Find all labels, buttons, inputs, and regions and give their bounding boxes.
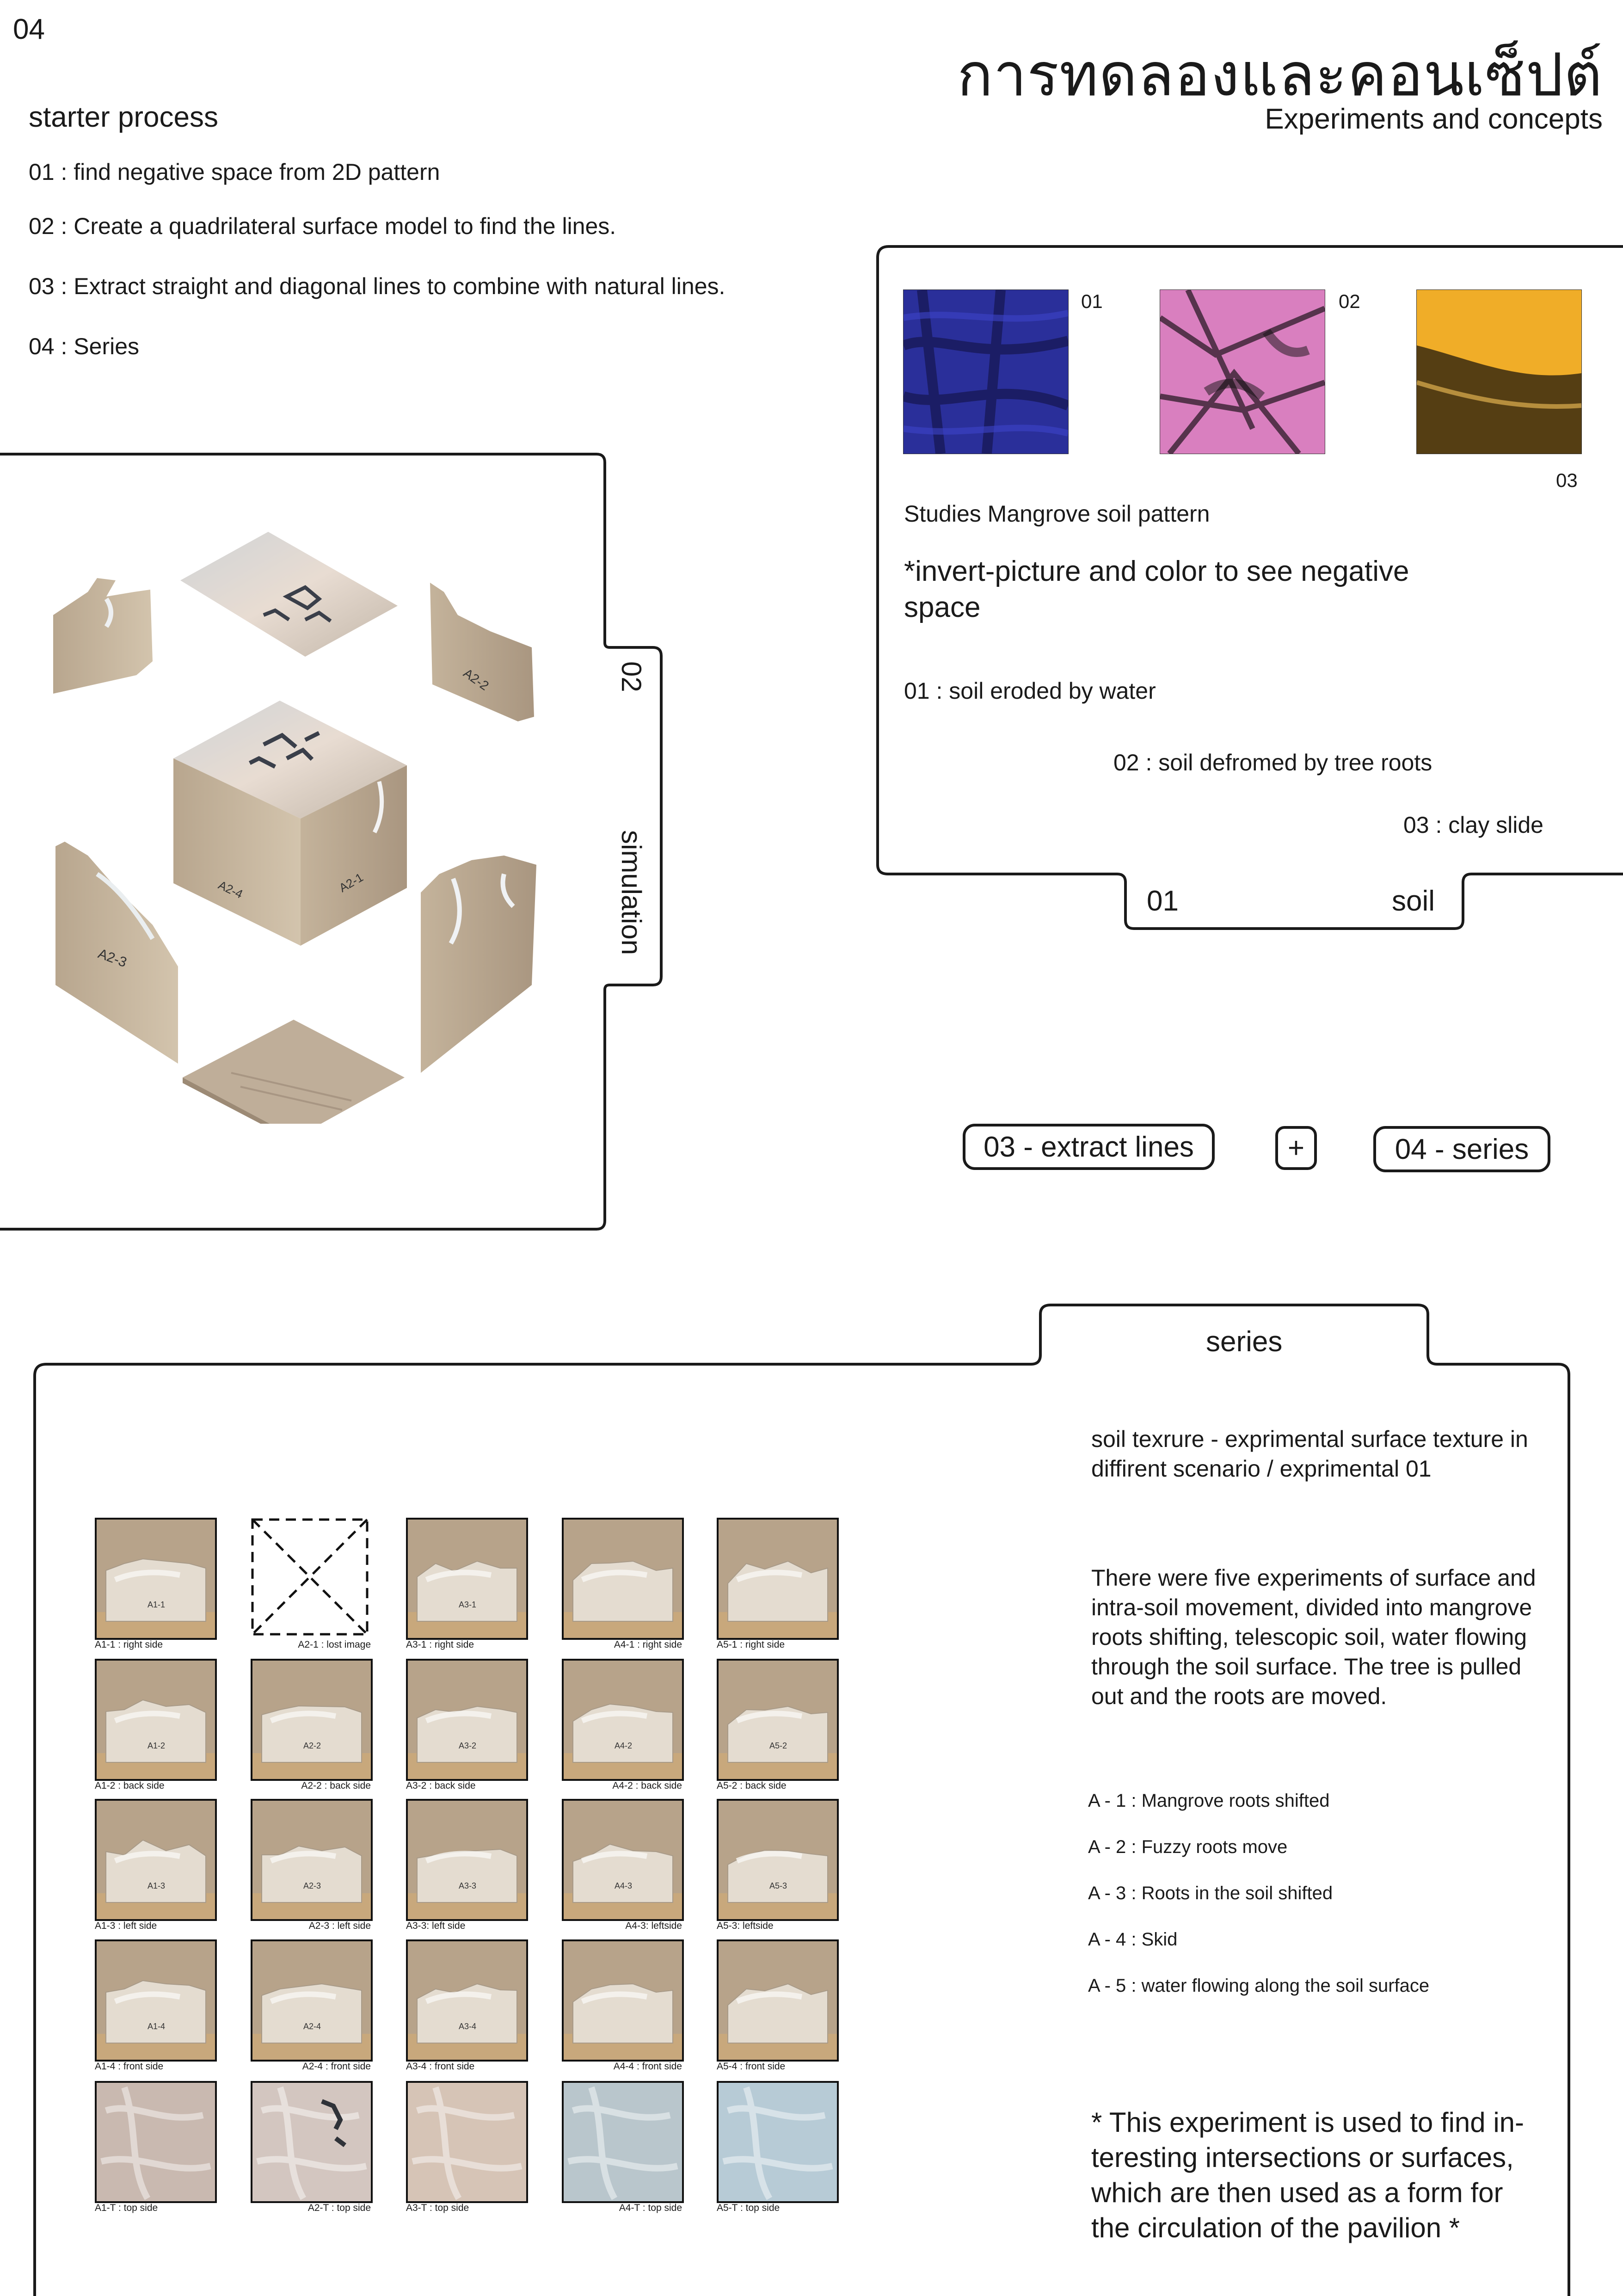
clay-block-label: A3-3 [459, 1881, 477, 1890]
page-title-thai: การทดลองและคอนเซ็ปต์ [957, 41, 1603, 110]
cube-label: A2-4 [216, 878, 245, 901]
experiment-caption: A5-1 : right side [717, 1639, 785, 1650]
step-04: 04 : Series [29, 333, 140, 359]
experiment-photo [562, 1659, 684, 1781]
clay-block-label: A1-1 [148, 1600, 166, 1609]
experiment-photo [562, 1939, 684, 2062]
clay-block-label: A3-2 [459, 1741, 477, 1750]
experiment-caption: A3-3: left side [406, 1921, 466, 1931]
experiment-photo [562, 2081, 684, 2203]
cube-left-lower-piece [55, 842, 178, 1064]
clay-block-label: A1-4 [148, 2022, 166, 2031]
experiment-photo [717, 1799, 839, 1921]
cube-center [173, 701, 407, 946]
soil-pattern-02-number: 02 [1339, 290, 1360, 312]
experiment-caption: A3-2 : back side [406, 1780, 476, 1791]
series-desc-line: There were five experiments of surface and [1091, 1565, 1536, 1591]
series-subtitle [1091, 1424, 1528, 1483]
series-desc-line: through the soil surface. The tree is pulled [1091, 1654, 1522, 1680]
soil-item-01: 01 : soil eroded by water [904, 678, 1156, 704]
experiment-caption: A1-1 : right side [95, 1639, 163, 1650]
clay-block-label: A2-3 [303, 1881, 321, 1890]
experiment-caption: A1-3 : left side [95, 1921, 157, 1931]
experiment-photo [95, 2081, 217, 2203]
experiment-caption: A2-1 : lost image [298, 1639, 371, 1650]
series-desc-line: roots shifting, telescopic soil, water flowing [1091, 1624, 1527, 1650]
experiment-caption: A1-2 : back side [95, 1780, 165, 1791]
cube-label: A2-1 [337, 870, 366, 895]
plus-pill: + [1275, 1126, 1317, 1170]
experiment-list-item: A - 1 : Mangrove roots shifted [1088, 1791, 1330, 1811]
experiment-photo [406, 2081, 528, 2203]
cube-right-lower-piece [421, 856, 536, 1073]
experiment-photo [562, 1518, 684, 1640]
experiment-photo [406, 1939, 528, 2062]
experiment-photo [95, 1659, 217, 1781]
clay-block-label: A5-3 [769, 1881, 787, 1890]
experiment-photo [406, 1518, 528, 1640]
experiment-caption: A4-4 : front side [613, 2061, 682, 2072]
lost-image-placeholder [251, 1518, 369, 1636]
experiment-list-item: A - 4 : Skid [1088, 1929, 1178, 1950]
clay-block-label: A4-2 [615, 1741, 633, 1750]
experiment-photo [717, 1939, 839, 2062]
experiment-caption: A5-T : top side [717, 2203, 780, 2213]
series-desc-line: out and the roots are moved. [1091, 1683, 1387, 1709]
series-pill: 04 - series [1373, 1126, 1550, 1172]
experiment-caption: A4-3: leftside [625, 1921, 682, 1931]
step-02: 02 : Create a quadrilateral surface model to find the lines. [29, 213, 616, 239]
experiment-photo [95, 1939, 217, 2062]
experiment-list-item: A - 5 : water flowing along the soil surface [1088, 1976, 1430, 1996]
experiment-caption: A3-T : top side [406, 2203, 469, 2213]
soil-pattern-03-number: 03 [1556, 469, 1578, 491]
soil-pattern-02-image [1160, 289, 1325, 454]
experiment-caption: A5-4 : front side [717, 2061, 786, 2072]
series-subtitle-line1: soil texrure - exprimental surface texture in [1091, 1426, 1528, 1452]
experiment-photo [95, 1799, 217, 1921]
soil-pattern-01-number: 01 [1081, 290, 1103, 312]
cube-label: A2-2 [461, 665, 492, 693]
clay-block-label: A1-3 [148, 1881, 166, 1890]
experiment-photo [251, 1659, 373, 1781]
series-desc-line: intra-soil movement, divided into mangrove [1091, 1594, 1532, 1620]
clay-block-label: A2-4 [303, 2022, 321, 2031]
series-tab-label: series [1206, 1326, 1283, 1358]
soil-item-03: 03 : clay slide [1403, 812, 1543, 838]
experiment-caption: A2-3 : left side [308, 1921, 371, 1931]
clay-block-label: A4-3 [615, 1881, 633, 1890]
experiment-photo [562, 1799, 684, 1921]
experiment-photo [406, 1659, 528, 1781]
experiment-caption: A1-4 : front side [95, 2061, 164, 2072]
experiment-photo [717, 1518, 839, 1640]
clay-block-label: A2-2 [303, 1741, 321, 1750]
series-note [1091, 2105, 1524, 2246]
soil-tab-label: soil [1392, 885, 1435, 917]
page-number: 04 [13, 13, 45, 45]
soil-heading: Studies Mangrove soil pattern [904, 501, 1210, 527]
soil-note-line1: *invert-picture and color to see negative [904, 555, 1409, 587]
cube-left-upper-piece [53, 578, 153, 694]
cube-bottom-face [183, 1020, 405, 1124]
soil-tab-number: 01 [1147, 885, 1179, 917]
soil-pattern-01-image [903, 289, 1069, 454]
step-03: 03 : Extract straight and diagonal lines to combine with natural lines. [29, 273, 725, 299]
experiment-photo [95, 1518, 217, 1640]
experiment-caption: A4-1 : right side [614, 1639, 682, 1650]
soil-note-line2: space [904, 591, 981, 623]
experiment-caption: A4-2 : back side [612, 1780, 682, 1791]
clay-block-label: A3-4 [459, 2022, 477, 2031]
experiment-caption: A3-1 : right side [406, 1639, 474, 1650]
clay-block-label: A5-2 [769, 1741, 787, 1750]
cube-top-face [180, 532, 398, 657]
experiment-photo [406, 1799, 528, 1921]
experiment-caption: A4-T : top side [619, 2203, 682, 2213]
series-note-line: which are then used as a form for [1091, 2177, 1503, 2208]
series-subtitle-line2: diffirent scenario / exprimental 01 [1091, 1456, 1432, 1482]
cube-right-upper-piece [430, 583, 534, 721]
experiment-caption: A1-T : top side [95, 2203, 158, 2213]
cube-label: A2-3 [96, 946, 129, 971]
soil-pattern-03-image [1416, 289, 1582, 454]
experiment-photo [717, 1659, 839, 1781]
clay-block-label: A1-2 [148, 1741, 166, 1750]
simulation-tab-number: 02 [616, 661, 647, 692]
experiment-caption: A5-3: leftside [717, 1921, 774, 1931]
experiment-caption: A2-T : top side [307, 2203, 371, 2213]
experiment-photo [251, 2081, 373, 2203]
experiment-list-item: A - 3 : Roots in the soil shifted [1088, 1883, 1333, 1903]
experiment-photo [717, 2081, 839, 2203]
experiment-photo [251, 1939, 373, 2062]
experiment-caption: A3-4 : front side [406, 2061, 475, 2072]
series-note-line: the circulation of the pavilion * [1091, 2212, 1460, 2243]
experiment-caption: A2-2 : back side [301, 1780, 371, 1791]
extract-lines-pill: 03 - extract lines [963, 1124, 1215, 1170]
clay-block-label: A3-1 [459, 1600, 477, 1609]
series-description [1091, 1563, 1536, 1711]
experiment-caption: A2-4 : front side [302, 2061, 371, 2072]
starter-process-heading: starter process [29, 101, 219, 133]
experiment-photo [251, 1799, 373, 1921]
series-note-line: * This experiment is used to find in- [1091, 2107, 1525, 2138]
exploded-cube-illustration [46, 523, 564, 1124]
simulation-tab-label: simulation [616, 830, 647, 955]
series-note-line: teresting intersections or surfaces, [1091, 2142, 1514, 2173]
experiment-list-item: A - 2 : Fuzzy roots move [1088, 1837, 1288, 1857]
step-01: 01 : find negative space from 2D pattern [29, 159, 440, 185]
experiment-caption: A5-2 : back side [717, 1780, 787, 1791]
soil-item-02: 02 : soil defromed by tree roots [1113, 750, 1432, 776]
page-title-english: Experiments and concepts [1265, 103, 1603, 135]
